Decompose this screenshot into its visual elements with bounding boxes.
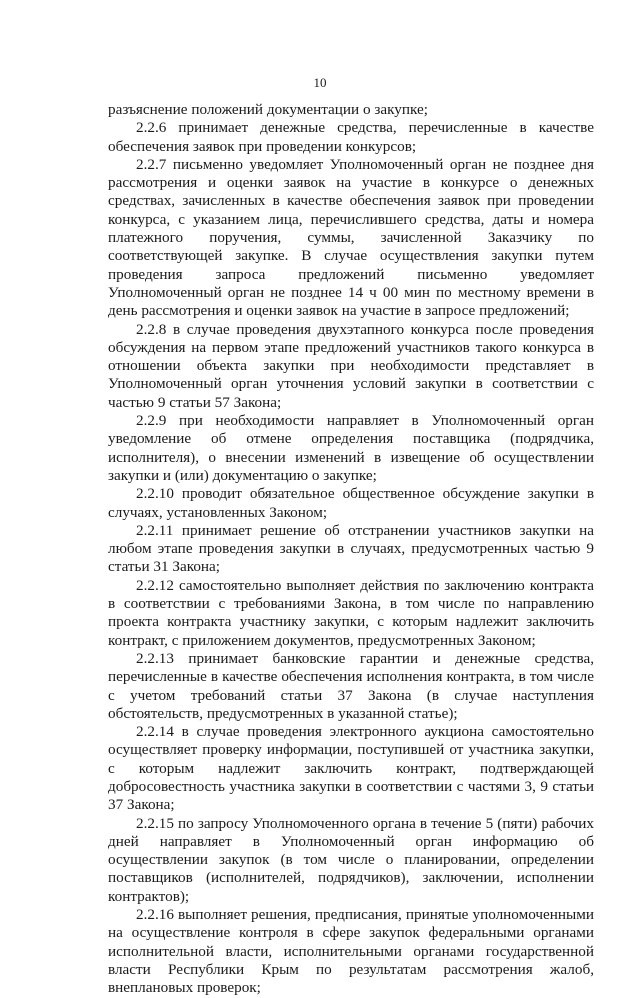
- paragraph-2-2-12: 2.2.12 самостоятельно выполняет действия по заключению контракта в соответствии с требованиями Закона, в том числе по направлению проекта контракта участнику закупки, с которым надлежит заключить контракт, с приложением документов, предусмотренных Законом;: [108, 576, 594, 649]
- paragraph-2-2-7: 2.2.7 письменно уведомляет Уполномоченный орган не позднее дня рассмотрения и оценки заявок на участие в конкурсе о денежных средствах, зачисленных в качестве обеспечения заявок при проведении конкурса, с указанием лица, перечислившего средства, даты и номера платежного поручения, суммы, зачисленной Заказчику по соответствующей закупке. В случае осуществления закупки путем проведения запроса предложений письменно уведомляет Уполномоченный орган не позднее 14 ч 00 мин по местному времени в день рассмотрения и оценки заявок на участие в запросе предложений;: [108, 155, 594, 320]
- paragraph-2-2-6: 2.2.6 принимает денежные средства, перечисленные в качестве обеспечения заявок при проведении конкурсов;: [108, 119, 594, 155]
- paragraph-continuation: разъяснение положений документации о закупке;: [108, 101, 428, 118]
- paragraph-2-2-11: 2.2.11 принимает решение об отстранении участников закупки на любом этапе проведения закупки в случаях, предусмотренных частью 9 статьи 31 Закона;: [108, 521, 594, 576]
- paragraph-2-2-9: 2.2.9 при необходимости направляет в Уполномоченный орган уведомление об отмене определения поставщика (подрядчика, исполнителя), о внесении изменений в извещение об осуществлении закупки и (или) документацию о закупке;: [108, 412, 594, 484]
- paragraph-2-2-14: 2.2.14 в случае проведения электронного аукциона самостоятельно осуществляет проверку информации, поступившей от участника закупки, с которым надлежит заключить контракт, подтверждающей добросовестность участника закупки в соответствии с частями 3, 9 статьи 37 Закона;: [108, 723, 594, 814]
- paragraph-2-2-15: 2.2.15 по запросу Уполномоченного органа в течение 5 (пяти) рабочих дней направляет в Уполномоченный орган информацию об осуществлении закупок (в том числе о планировании, определении поставщиков (исполнителей, подрядчиков), заключении, исполнении контрактов);: [108, 814, 594, 905]
- paragraph-2-2-8: 2.2.8 в случае проведения двухэтапного конкурса после проведения обсуждения на первом этапе предложений участников такого конкурса в отношении объекта закупки при необходимости представляет в Уполномоченный орган уточнения условий закупки в соответствии с частью 9 статьи 57 Закона;: [108, 320, 594, 411]
- paragraph-2-2-16: 2.2.16 выполняет решения, предписания, принятые уполномоченными на осуществление контроля в сфере закупок федеральными органами исполнительной власти, исполнительными органами государственной власти Республики Крым по результатам рассмотрения жалоб, внеплановых проверок;: [108, 906, 594, 997]
- document-body: [108, 101, 594, 998]
- paragraph-2-2-10: 2.2.10 проводит обязательное общественное обсуждение закупки в случаях, установленных Законом;: [108, 485, 594, 521]
- paragraph-2-2-13: 2.2.13 принимает банковские гарантии и денежные средства, перечисленные в качестве обеспечения исполнения контракта, в том числе с учетом требований статьи 37 Закона (в случае наступления обстоятельств, предусмотренных в указанной статье);: [108, 649, 594, 722]
- page-number: 10: [313, 75, 327, 90]
